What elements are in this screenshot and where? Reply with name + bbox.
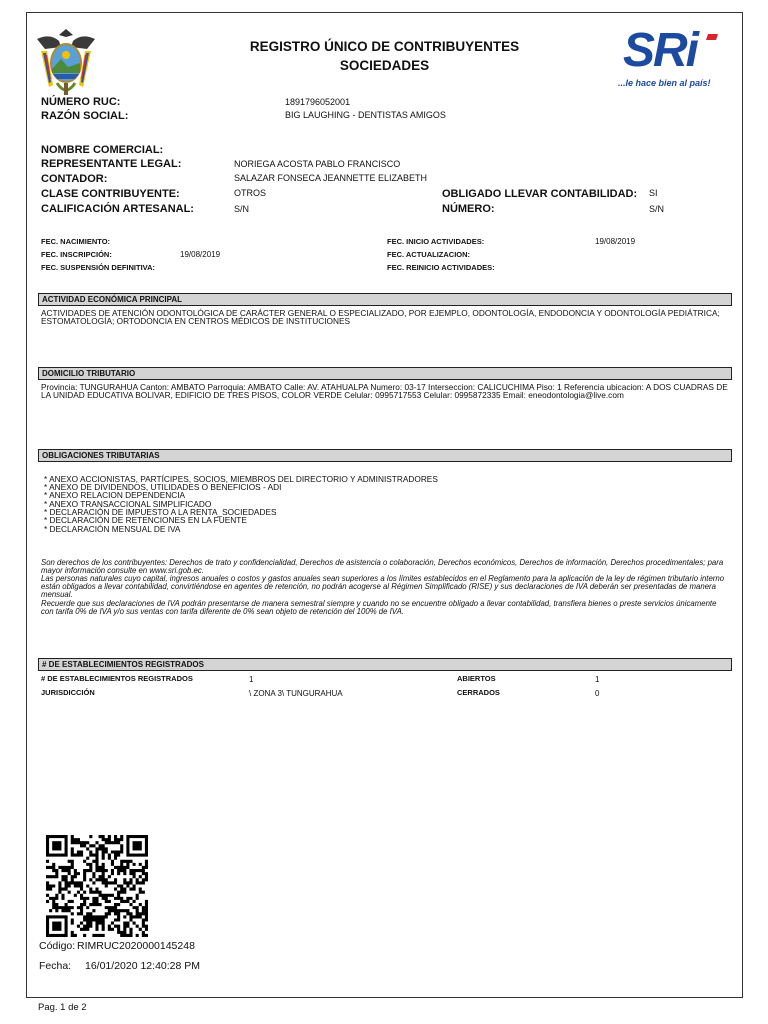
document-title-line2: SOCIEDADES [339, 58, 430, 73]
fecha-value: 16/01/2020 12:40:28 PM [85, 960, 201, 972]
fec-inscripcion-label: FEC. INSCRIPCIÓN: [41, 250, 112, 259]
sri-logo-tagline: ...le hace bien al país! [618, 78, 711, 88]
contador-label: CONTADOR: [41, 173, 108, 185]
sri-logo [618, 24, 725, 91]
jurisdiccion-value: \ ZONA 3\ TUNGURAHUA [249, 689, 343, 698]
document-page [26, 12, 743, 998]
sri-logo-accent [706, 34, 718, 40]
abiertos-value: 1 [595, 675, 600, 684]
domicilio-text: Provincia: TUNGURAHUA Canton: AMBATO Parroquia: AMBATO Calle: AV. ATAHUALPA Numero: 03-17 Interseccion: CALICUCHIMA Piso: 1 Referencia ubicacion: A DOS CUADRAS DE LA UNIDAD EDUCATIVA BOLIVAR, EDIFICIO DE TRES PISOS, COLOR VERDE Celular: 0995717553 Celular: 0995872335 Email: eneodontologia@live.com [41, 382, 728, 401]
numero-value: S/N [649, 204, 665, 214]
obligado-contabilidad-value: SI [649, 188, 658, 198]
ruc-value: 1891796052001 [285, 97, 351, 107]
fec-nacimiento-label: FEC. NACIMIENTO: [41, 237, 111, 246]
actividad-section-header: ACTIVIDAD ECONÓMICA PRINCIPAL [38, 293, 732, 306]
obligado-contabilidad-label: OBLIGADO LLEVAR CONTABILIDAD: [442, 188, 638, 200]
obligaciones-section-header: OBLIGACIONES TRIBUTARIAS [38, 449, 732, 462]
razon-social-label: RAZÓN SOCIAL: [41, 110, 129, 122]
fec-inscripcion-value: 19/08/2019 [180, 250, 221, 259]
nombre-comercial-label: NOMBRE COMERCIAL: [41, 144, 164, 156]
clase-contribuyente-label: CLASE CONTRIBUYENTE: [41, 188, 180, 200]
fecha-label: Fecha: [39, 960, 72, 972]
contabilidad-notice: Las personas naturales cuyo capital, ingresos anuales o costos y gastos anuales sean superiores a los límites establecidos en el Reglamento para la aplicación de la ley de régimen tributario interno están obligados a llevar contabilidad, convirtiéndose en agentes de retención, no podrán acogerse al Régimen Simplificado (RISE) y sus declaraciones de IVA deberán ser presentadas de manera mensual. [41, 574, 725, 599]
fec-suspension-label: FEC. SUSPENSIÓN DEFINITIVA: [41, 263, 156, 272]
fec-inicio-label: FEC. INICIO ACTIVIDADES: [387, 237, 485, 246]
obligacion-item: * DECLARACIÓN DE IMPUESTO A LA RENTA_SOCIEDADES [44, 507, 277, 517]
obligacion-item: * ANEXO ACCIONISTAS, PARTÍCIPES, SOCIOS, MIEMBROS DEL DIRECTORIO Y ADMINISTRADORES [44, 474, 438, 484]
establecimientos-section-header: # DE ESTABLECIMIENTOS REGISTRADOS [38, 658, 732, 671]
document-title-line1: REGISTRO ÚNICO DE CONTRIBUYENTES [249, 39, 520, 54]
representante-value: NORIEGA ACOSTA PABLO FRANCISCO [234, 159, 401, 169]
sri-logo-wordmark: SRi [623, 24, 698, 77]
obligacion-item: * DECLARACIÓN DE RETENCIONES EN LA FUENTE [44, 515, 247, 525]
page-number: Pag. 1 de 2 [38, 1002, 87, 1013]
calificacion-artesanal-value: S/N [234, 204, 250, 214]
ruc-label: NÚMERO RUC: [41, 96, 121, 108]
fec-actualizacion-label: FEC. ACTUALIZACION: [387, 250, 471, 259]
actividad-text: ACTIVIDADES DE ATENCIÓN ODONTOLÓGICA DE CARÁCTER GENERAL O ESPECIALIZADO, POR EJEMPLO, ODONTOLOGÍA, ENDODONCIA Y ODONTOLOGÍA PEDIÁTRICA; ESTOMATOLOGÍA; ORTODONCIA EN CENTROS MÉDICOS DE INSTITUCIONES [41, 308, 720, 327]
obligacion-item: * DECLARACIÓN MENSUAL DE IVA [44, 524, 181, 534]
numero-label: NÚMERO: [442, 203, 495, 215]
obligacion-item: * ANEXO RELACION DEPENDENCIA [44, 490, 186, 500]
calificacion-artesanal-label: CALIFICACIÓN ARTESANAL: [41, 203, 194, 215]
domicilio-section-header: DOMICILIO TRIBUTARIO [38, 367, 732, 380]
cerrados-label: CERRADOS [457, 688, 500, 697]
obligacion-item: * ANEXO DE DIVIDENDOS, UTILIDADES O BENEFICIOS - ADI [44, 482, 282, 492]
representante-label: REPRESENTANTE LEGAL: [41, 158, 182, 170]
obligacion-item: * ANEXO TRANSACCIONAL SIMPLIFICADO [44, 499, 212, 509]
abiertos-label: ABIERTOS [457, 674, 496, 683]
establecimientos-registrados-value: 1 [249, 675, 254, 684]
razon-social-value: BIG LAUGHING - DENTISTAS AMIGOS [285, 110, 446, 120]
clase-contribuyente-value: OTROS [234, 188, 267, 198]
codigo-label: Código: [39, 940, 76, 952]
jurisdiccion-label: JURISDICCIÓN [41, 688, 95, 697]
cerrados-value: 0 [595, 689, 600, 698]
iva-notice: Recuerde que sus declaraciones de IVA podrán presentarse de manera semestral siempre y cuando no se encuentre obligado a llevar contabilidad, transfiera bienes o preste servicios únicamente con tarifa 0% de IVA y/o sus ventas con tarifa diferente de 0% sean objeto de retención del 100% de IVA. [41, 599, 717, 616]
establecimientos-registrados-label: # DE ESTABLECIMIENTOS REGISTRADOS [41, 674, 193, 683]
contador-value: SALAZAR FONSECA JEANNETTE ELIZABETH [234, 173, 428, 183]
qr-code [46, 835, 148, 937]
fec-inicio-value: 19/08/2019 [595, 237, 636, 246]
derechos-notice: Son derechos de los contribuyentes: Derechos de trato y confidencialidad, Derechos de asistencia o colaboración, Derechos económicos, Derechos de información, Derechos procedimentales; para mayor información consulte en www.sri.gob.ec. [41, 558, 724, 575]
fec-reinicio-label: FEC. REINICIO ACTIVIDADES: [387, 263, 495, 272]
codigo-value: RIMRUC2020000145248 [77, 940, 195, 952]
